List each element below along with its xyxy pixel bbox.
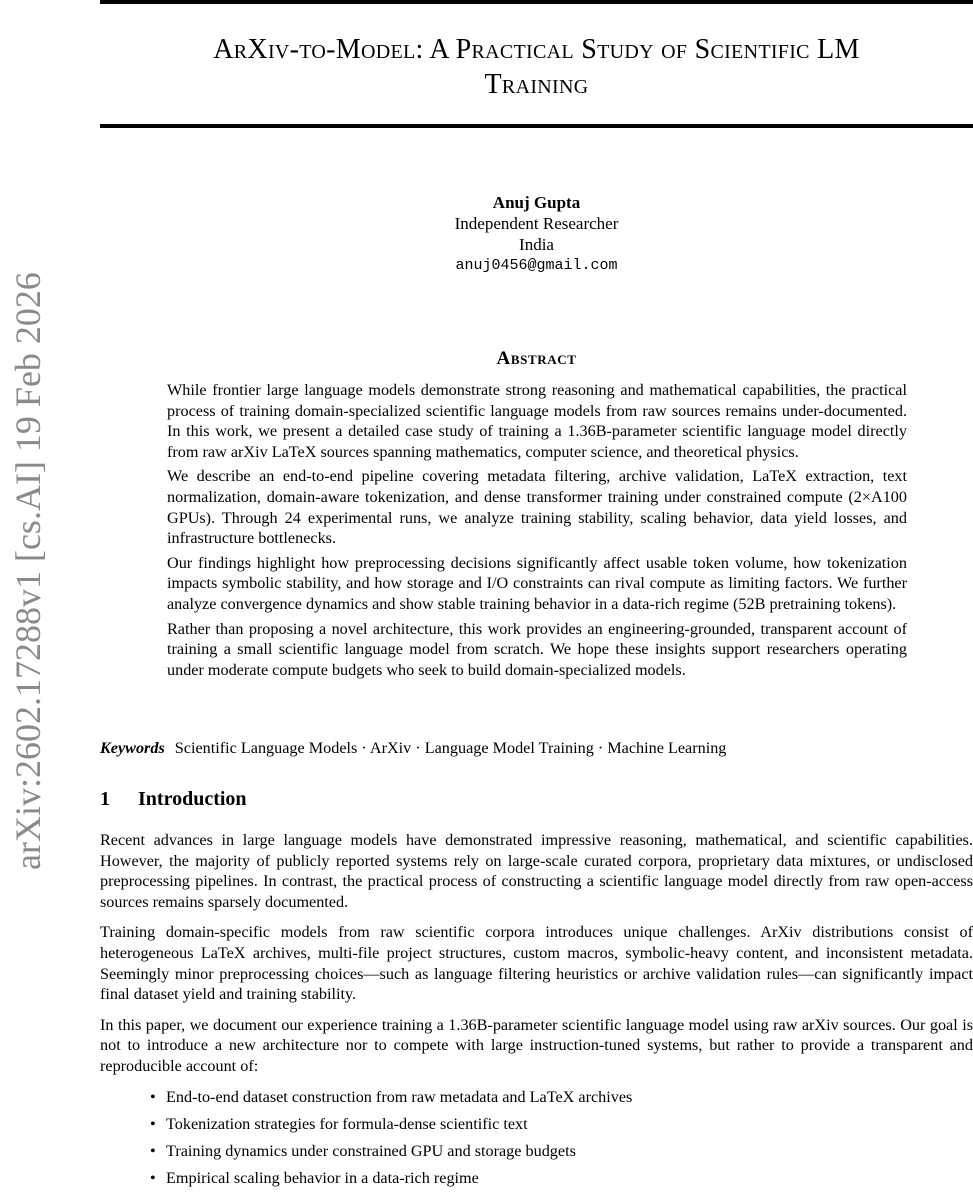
abstract-paragraph: We describe an end-to-end pipeline covering metadata filtering, archive validation, LaTeX extraction, text normalization, domain-aware tokenization, and dense transformer training under constrained compute (2×A100 GPUs). Through 24 experimental runs, we analyze training stability, scaling behavior, data yield losses, and infrastructure bottlenecks. bbox=[167, 467, 907, 548]
author-name: Anuj Gupta bbox=[492, 193, 581, 212]
bullet-icon: • bbox=[150, 1114, 156, 1133]
keywords-text: Scientific Language Models · ArXiv · Language Model Training · Machine Learning bbox=[174, 739, 727, 757]
arxiv-side-stamp: arXiv:2602.17288v1 [cs.AI] 19 Feb 2026 bbox=[8, 272, 48, 870]
keywords-line bbox=[100, 738, 973, 759]
paper-title bbox=[100, 32, 973, 102]
paper-title-line-1: ArXiv-to-Model: A Practical Study of Scientific LM bbox=[213, 34, 860, 65]
body-paragraph: Training domain-specific models from raw scientific corpora introduces unique challenges. ArXiv distributions consist of heterogeneous LaTeX archives, multi-file project structures, custom macros, symbolic-heavy content, and inconsistent metadata. Seemingly minor preprocessing choices—such as language filtering heuristics or archive validation rules—can significantly impact final dataset yield and training stability. bbox=[100, 923, 973, 1004]
author-email[interactable]: anuj0456@gmail.com bbox=[455, 257, 618, 274]
abstract-body bbox=[167, 380, 907, 684]
bullet-icon: • bbox=[150, 1087, 156, 1106]
list-item-text: Tokenization strategies for formula-dense scientific text bbox=[166, 1114, 528, 1133]
title-bottom-rule bbox=[100, 124, 973, 128]
author-block bbox=[100, 192, 973, 276]
list-item bbox=[150, 1114, 973, 1134]
author-country: India bbox=[519, 235, 554, 254]
bullet-icon: • bbox=[150, 1168, 156, 1187]
bullet-icon: • bbox=[150, 1141, 156, 1160]
keywords-label: Keywords bbox=[100, 739, 165, 757]
section-heading bbox=[100, 788, 247, 811]
list-item bbox=[150, 1168, 973, 1188]
body-paragraph: In this paper, we document our experience training a 1.36B-parameter scientific language model using raw arXiv sources. Our goal is not to introduce a new architecture nor to compete with large instruction-tuned systems, but rather to provide a transparent and reproducible account of: bbox=[100, 1015, 973, 1075]
contribution-list bbox=[100, 1087, 973, 1188]
title-top-rule bbox=[100, 0, 973, 4]
body-paragraph: Recent advances in large language models have demonstrated impressive reasoning, mathematical, and scientific capabilities. However, the majority of publicly reported systems rely on large-scale curated corpora, proprietary data mixtures, or undisclosed preprocessing pipelines. In contrast, the practical process of constructing a scientific language model directly from raw open-access sources remains sparsely documented. bbox=[100, 831, 973, 911]
section-number: 1 bbox=[100, 788, 110, 810]
abstract-paragraph: Rather than proposing a novel architecture, this work provides an engineering-grounded, transparent account of training a small scientific language model from scratch. We hope these insights support researchers operating under moderate compute budgets who seek to build domain-specialized models. bbox=[167, 619, 907, 679]
abstract-heading: Abstract bbox=[496, 348, 577, 369]
list-item-text: Training dynamics under constrained GPU and storage budgets bbox=[166, 1141, 576, 1160]
section-title: Introduction bbox=[138, 788, 247, 810]
list-item bbox=[150, 1087, 973, 1107]
list-item-text: Empirical scaling behavior in a data-rich regime bbox=[166, 1168, 479, 1187]
author-affiliation: Independent Researcher bbox=[454, 214, 619, 233]
abstract-paragraph: While frontier large language models demonstrate strong reasoning and mathematical capabilities, the practical process of training domain-specialized scientific language models from raw sources remains under-documented. In this work, we present a detailed case study of training a 1.36B-parameter scientific language model directly from raw arXiv LaTeX sources spanning mathematics, computer science, and theoretical physics. bbox=[167, 381, 907, 461]
introduction-body bbox=[100, 830, 973, 1195]
abstract-paragraph: Our findings highlight how preprocessing decisions significantly affect usable token volume, how tokenization impacts symbolic stability, and how storage and I/O constraints can rival compute as limiting factors. We further analyze convergence dynamics and show stable training behavior in a data-rich regime (52B pretraining tokens). bbox=[167, 553, 907, 613]
list-item bbox=[150, 1141, 973, 1161]
list-item-text: End-to-end dataset construction from raw metadata and LaTeX archives bbox=[166, 1087, 633, 1106]
paper-title-line-2: Training bbox=[484, 69, 589, 100]
